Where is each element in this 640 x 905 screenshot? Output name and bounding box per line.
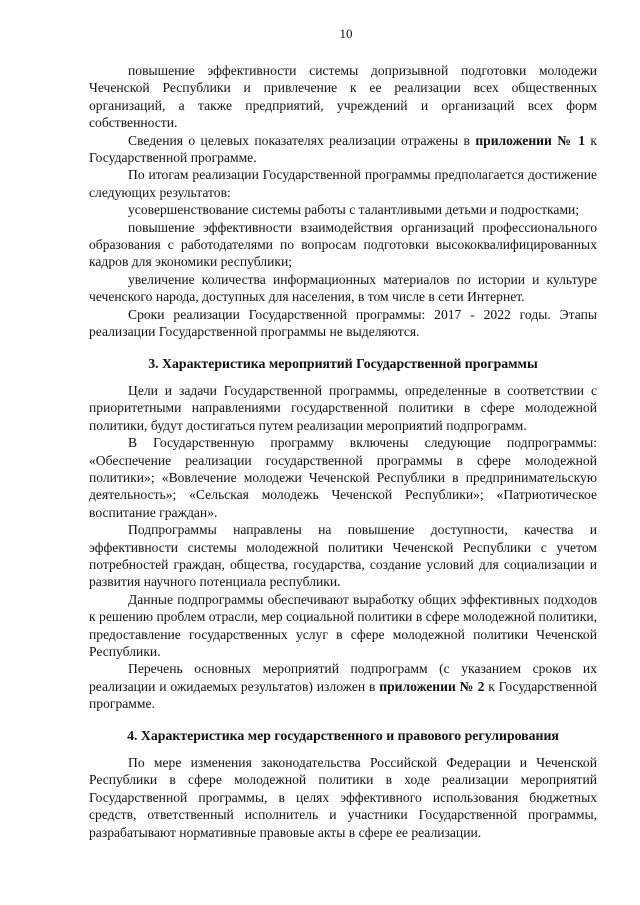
text-fragment: к Государственной программе. — [89, 132, 597, 166]
text-fragment: к Государственной программе. — [89, 678, 597, 712]
page-number: 10 — [339, 26, 353, 41]
list-item-professional-education: повышение эффективности взаимодействия организаций профессионального образования с работодателями по вопросам подготовки высококвалифицированных кадров для экономики республики; — [89, 219, 597, 270]
section-heading-3: 3. Характеристика мероприятий Государственной программы — [148, 355, 538, 371]
paragraph-implementation-period: Сроки реализации Государственной программы: 2017 - 2022 годы. Этапы реализации Государственной программы не выделяются. — [89, 306, 597, 340]
appendix-2-reference: приложении № 2 — [379, 678, 485, 694]
text-fragment: Сведения о целевых показателях реализации отражены в — [128, 132, 476, 148]
text-fragment: Перечень основных мероприятий подпрограмм (с указанием сроков их реализации и ожидаемых результатов) изложен в — [89, 661, 597, 694]
paragraph-subprograms-list: В Государственную программу включены следующие подпрограммы: «Обеспечение реализации государственной программы в сфере молодежной политики»; «Вовлечение молодежи Чеченской Республики в предпринимательскую деятельность»; «Сельская молодежь Чеченской Республики»; «Патриотическое воспитание граждан». — [89, 435, 597, 520]
paragraph-subprograms-purpose: Подпрограммы направлены на повышение доступности, качества и эффективности системы молодежной политики Чеченской Республики с учетом потребностей граждан, общества, государства, создание условий для социализации и развития научного потенциала республики. — [89, 522, 597, 590]
paragraph-subprograms-approach: Данные подпрограммы обеспечивают выработку общих эффективных подходов к решению проблем отрасли, мер социальной политики в сфере молодежной политики, предоставление государственных услуг в сфере молодежной политики Чеченской Республики. — [89, 591, 597, 659]
paragraph-goals-and-tasks: Цели и задачи Государственной программы, определенные в соответствии с приоритетными направлениями государственной политики в сфере молодежной политики, будут достигаться путем реализации мероприятий подпрограмм. — [89, 382, 597, 433]
appendix-1-reference: приложении № 1 — [475, 132, 586, 148]
paragraph-main-activities — [89, 660, 597, 712]
document-page — [89, 26, 597, 841]
paragraph-expected-results-intro: По итогам реализации Государственной программы предполагается достижение следующих результатов: — [89, 167, 597, 200]
paragraph-target-indicators — [89, 132, 597, 167]
paragraph-youth-training: повышение эффективности системы допризывной подготовки молодежи Чеченской Республики и привлечение к ее реализации всех общественных организаций, а также предприятий, учреждений и организаций всех форм собственности. — [89, 63, 597, 131]
list-item-talented-youth: усовершенствование системы работы с талантливыми детьми и подростками; — [128, 202, 580, 218]
section-heading-4: 4. Характеристика мер государственного и правового регулирования — [127, 727, 559, 743]
list-item-information-materials: увеличение количества информационных материалов по истории и культуре чеченского народа, доступных для населения, в том числе в сети Интернет. — [89, 271, 597, 305]
paragraph-regulation: По мере изменения законодательства Российской Федерации и Чеченской Республики в сфере молодежной политики в ходе реализации мероприятий Государственной программы, в целях эффективного использования бюджетных средств, ответственный исполнитель и участники Государственной программы, разрабатывают нормативные правовые акты в сфере ее реализации. — [89, 755, 597, 840]
